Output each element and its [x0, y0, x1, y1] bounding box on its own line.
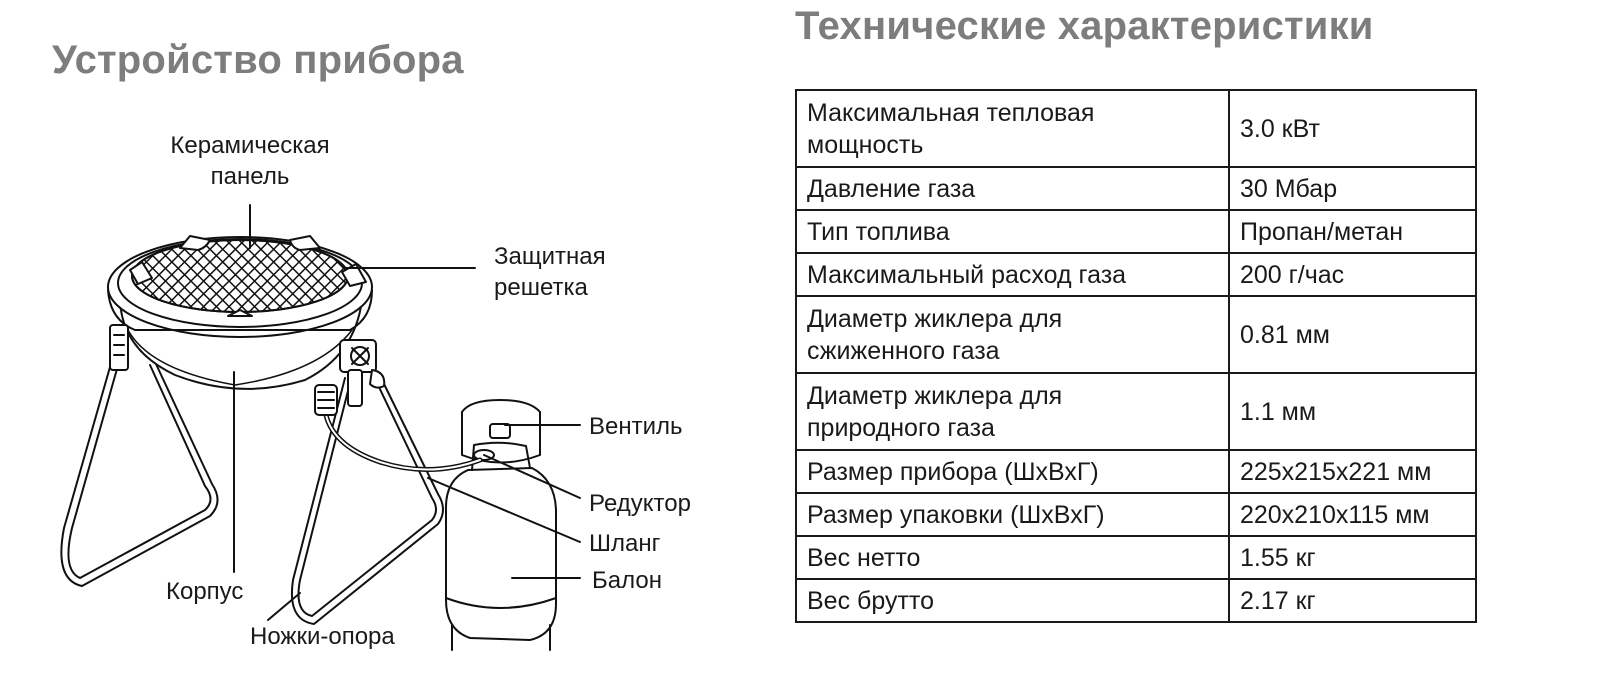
spec-value: 3.0 кВт [1229, 90, 1476, 167]
spec-param [796, 296, 1229, 373]
cylinder-label: Балон [592, 567, 662, 594]
spec-param-line2: природного газа [807, 413, 995, 442]
table-row [796, 536, 1476, 579]
spec-value: 1.55 кг [1229, 536, 1476, 579]
spec-param [796, 373, 1229, 450]
spec-value: 225x215x221 мм [1229, 450, 1476, 493]
ceramic-panel-label-line2: панель [210, 163, 290, 190]
protective-grid-label [494, 241, 606, 303]
spec-value: 2.17 кг [1229, 579, 1476, 622]
ceramic-panel-label-line1: Керамическая [170, 132, 330, 159]
spec-value: 200 г/час [1229, 253, 1476, 296]
spec-value: Пропан/метан [1229, 210, 1476, 253]
table-row [796, 253, 1476, 296]
body-label: Корпус [166, 578, 244, 605]
protective-grid-label-line2: решетка [494, 274, 588, 301]
table-row [796, 493, 1476, 536]
table-row [796, 90, 1476, 167]
spec-param-line2: мощность [807, 130, 924, 159]
hose-label: Шланг [589, 530, 661, 557]
reducer-label: Редуктор [589, 490, 691, 517]
spec-param: Давление газа [796, 167, 1229, 210]
valve-label: Вентиль [589, 413, 683, 440]
spec-value: 0.81 мм [1229, 296, 1476, 373]
spec-param: Размер прибора (ШхВхГ) [796, 450, 1229, 493]
left-clamp [110, 325, 128, 370]
table-row [796, 210, 1476, 253]
device-structure-heading: Устройство прибора [52, 38, 464, 82]
spec-value: 1.1 мм [1229, 373, 1476, 450]
ceramic-panel-mesh [132, 240, 348, 312]
table-row [796, 373, 1476, 450]
ceramic-panel-label [152, 130, 348, 192]
table-row [796, 579, 1476, 622]
spec-param: Тип топлива [796, 210, 1229, 253]
protective-grid-label-line1: Защитная [494, 243, 606, 270]
spec-value: 220x210x115 мм [1229, 493, 1476, 536]
spec-param-line2: сжиженного газа [807, 336, 1000, 365]
spec-param: Максимальный расход газа [796, 253, 1229, 296]
spec-param: Вес брутто [796, 579, 1229, 622]
spec-param-line1: Максимальная тепловая [807, 98, 1095, 127]
specs-table [795, 89, 1477, 623]
table-row [796, 450, 1476, 493]
spec-value: 30 Мбар [1229, 167, 1476, 210]
table-row [796, 296, 1476, 373]
spec-param-line1: Диаметр жиклера для [807, 304, 1063, 333]
spec-param: Размер упаковки (ШхВхГ) [796, 493, 1229, 536]
specifications-heading: Технические характеристики [795, 4, 1374, 48]
spec-param [796, 90, 1229, 167]
legs-label: Ножки-опора [250, 623, 395, 650]
spec-param-line1: Диаметр жиклера для [807, 381, 1063, 410]
spec-param: Вес нетто [796, 536, 1229, 579]
table-row [796, 167, 1476, 210]
